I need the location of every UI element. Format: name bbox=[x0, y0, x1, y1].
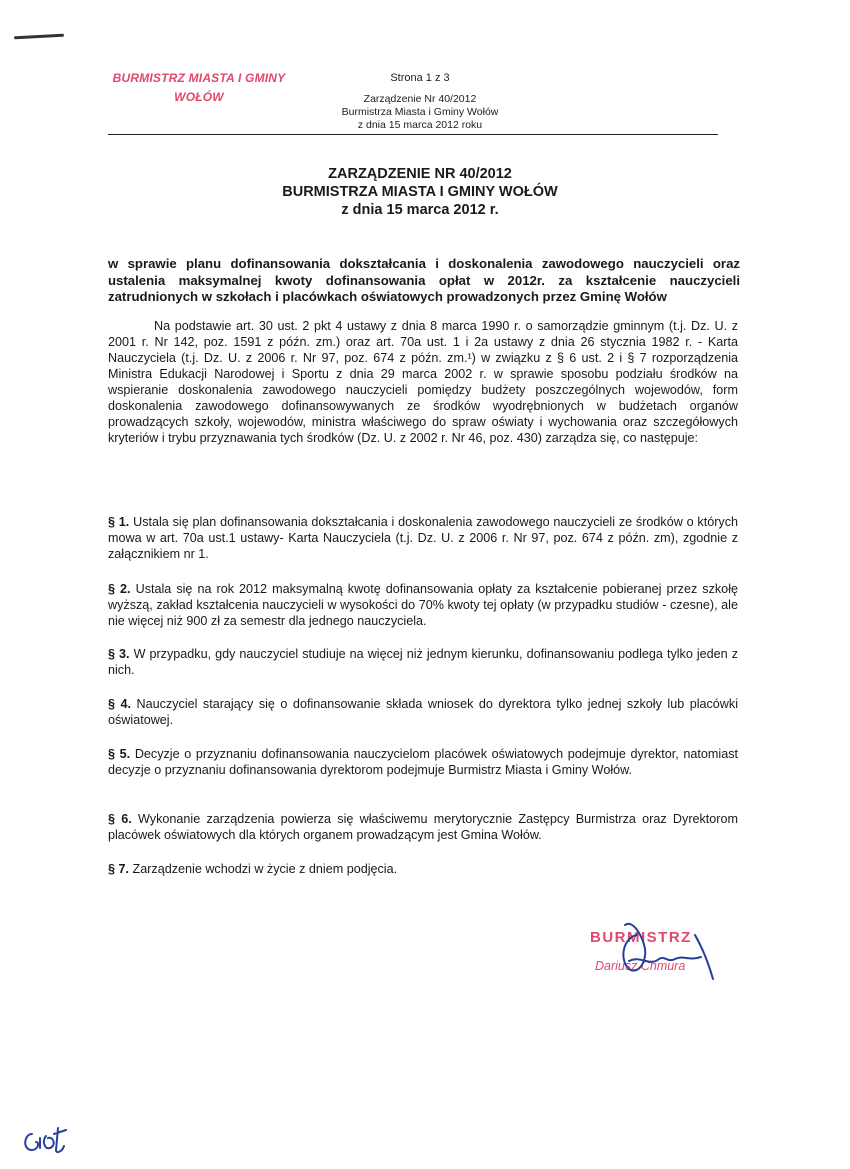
section-text: W przypadku, gdy nauczyciel studiuje na więcej niż jednym kierunku, dofinansowaniu podlega tylko jeden z nich. bbox=[108, 647, 739, 677]
issuer-stamp bbox=[104, 69, 294, 107]
signature-title: BURMISTRZ bbox=[590, 929, 692, 946]
section-number: § 5. bbox=[108, 747, 131, 761]
page-number: Strona 1 z 3 bbox=[390, 72, 450, 84]
section-5 bbox=[108, 746, 738, 778]
section-number: § 3. bbox=[108, 647, 130, 661]
section-3 bbox=[108, 646, 738, 678]
document-subject: w sprawie planu dofinansowania dokształcania i doskonalenia zawodowego nauczycieli oraz ustalenia maksymalnej kwoty dofinansowania opłat w 2012r. za kształcenie nauczycieli zatrudnionych w szkołach i placówkach oświatowych prowadzonych przez Gminę Wołów bbox=[108, 256, 740, 304]
section-text: Wykonanie zarządzenia powierza się właściwemu merytorycznie Zastępcy Burmistrza oraz Dyrektorom placówek oświatowych dla których organem prowadzącym jest Gmina Wołów. bbox=[108, 812, 738, 842]
section-text: Nauczyciel starający się o dofinansowanie składa wniosek do dyrektora tylko jednej szkoły lub placówki oświatowej. bbox=[108, 697, 739, 727]
section-6 bbox=[108, 811, 738, 843]
header-divider bbox=[108, 134, 718, 135]
section-number: § 4. bbox=[108, 697, 132, 711]
issuer-stamp-line1: BURMISTRZ MIASTA I GMINY bbox=[112, 71, 286, 85]
section-number: § 1. bbox=[108, 515, 130, 529]
legal-basis-paragraph: Na podstawie art. 30 ust. 2 pkt 4 ustawy z dnia 8 marca 1990 r. o samorządzie gminnym (t.j. Dz. U. z 2001 r. Nr 142, poz. 1591 z późn. zm.) oraz art. 70a ust. 1 i 2a ustawy z dnia 26 stycznia 1982 r. - Karta Nauczyciela (t.j. Dz. U. z 2006 r. Nr 97, poz. 674 z późn. zm.¹) w związku z § 6 ust. 2 i § 7 rozporządzenia Ministra Edukacji Narodowej i Sportu z dnia 29 marca 2002 r. w sprawie sposobu podziału środków na wspieranie doskonalenia zawodowego nauczycieli pomiędzy budżety poszczególnych wojewodów, form doskonalenia zawodowego dofinansowywanych ze środków wyodrębnionych w budżetach organów prowadzących szkoły, wojewodów, ministra właściwego do spraw oświaty i wychowania oraz szczegółowych kryteriów i trybu przyznawania tych środków (Dz. U. z 2002 r. Nr 46, poz. 430) zarządza się, co następuje: bbox=[108, 319, 738, 445]
handwritten-signature bbox=[585, 915, 735, 985]
section-text: Zarządzenie wchodzi w życie z dniem podjęcia. bbox=[132, 862, 398, 876]
header-line1: Zarządzenie Nr 40/2012 bbox=[363, 93, 477, 105]
section-number: § 2. bbox=[108, 582, 131, 596]
header-line2: Burmistrza Miasta i Gminy Wołów bbox=[341, 106, 499, 118]
handwritten-initials bbox=[18, 1120, 78, 1160]
pen-mark bbox=[14, 34, 64, 40]
section-7 bbox=[108, 861, 738, 877]
signature-block bbox=[585, 915, 735, 985]
title-line3: z dnia 15 marca 2012 r. bbox=[341, 202, 499, 218]
section-text: Ustala się plan dofinansowania dokształcania i doskonalenia zawodowego nauczycieli ze środków o których mowa w art. 70a ust.1 ustawy- Karta Nauczyciela (t.j. Dz. U. z 2006 r. Nr 97, poz. 674 z późn. zm), zgodnie z załącznikiem nr 1. bbox=[108, 515, 738, 561]
section-number: § 7. bbox=[108, 862, 130, 876]
signature-name: Dariusz Chmura bbox=[595, 959, 686, 973]
section-4 bbox=[108, 696, 738, 728]
section-text: Decyzje o przyznaniu dofinansowania nauczycielom placówek oświatowych podejmuje dyrektor, natomiast decyzje o przyznaniu dofinansowania dyrektorom podejmuje Burmistrz Miasta i Gminy Wołów. bbox=[108, 747, 738, 777]
section-text: Ustala się na rok 2012 maksymalną kwotę dofinansowania opłaty za kształcenie pobieranej przez szkołę wyższą, zakład kształcenia nauczycieli w wysokości do 70% kwoty tej opłaty (w przypadku studiów - czesne), ale nie więcej niż 900 zł za semestr dla jednego nauczyciela. bbox=[108, 582, 738, 628]
title-line1: ZARZĄDZENIE NR 40/2012 bbox=[328, 166, 512, 182]
section-number: § 6. bbox=[108, 812, 132, 826]
header-line3: z dnia 15 marca 2012 roku bbox=[357, 119, 483, 131]
section-1 bbox=[108, 514, 738, 562]
page-header bbox=[300, 72, 540, 132]
section-2 bbox=[108, 581, 738, 629]
title-line2: BURMISTRZA MIASTA I GMINY WOŁÓW bbox=[282, 184, 558, 200]
issuer-stamp-line2: WOŁÓW bbox=[174, 90, 224, 104]
document-title bbox=[160, 165, 680, 219]
